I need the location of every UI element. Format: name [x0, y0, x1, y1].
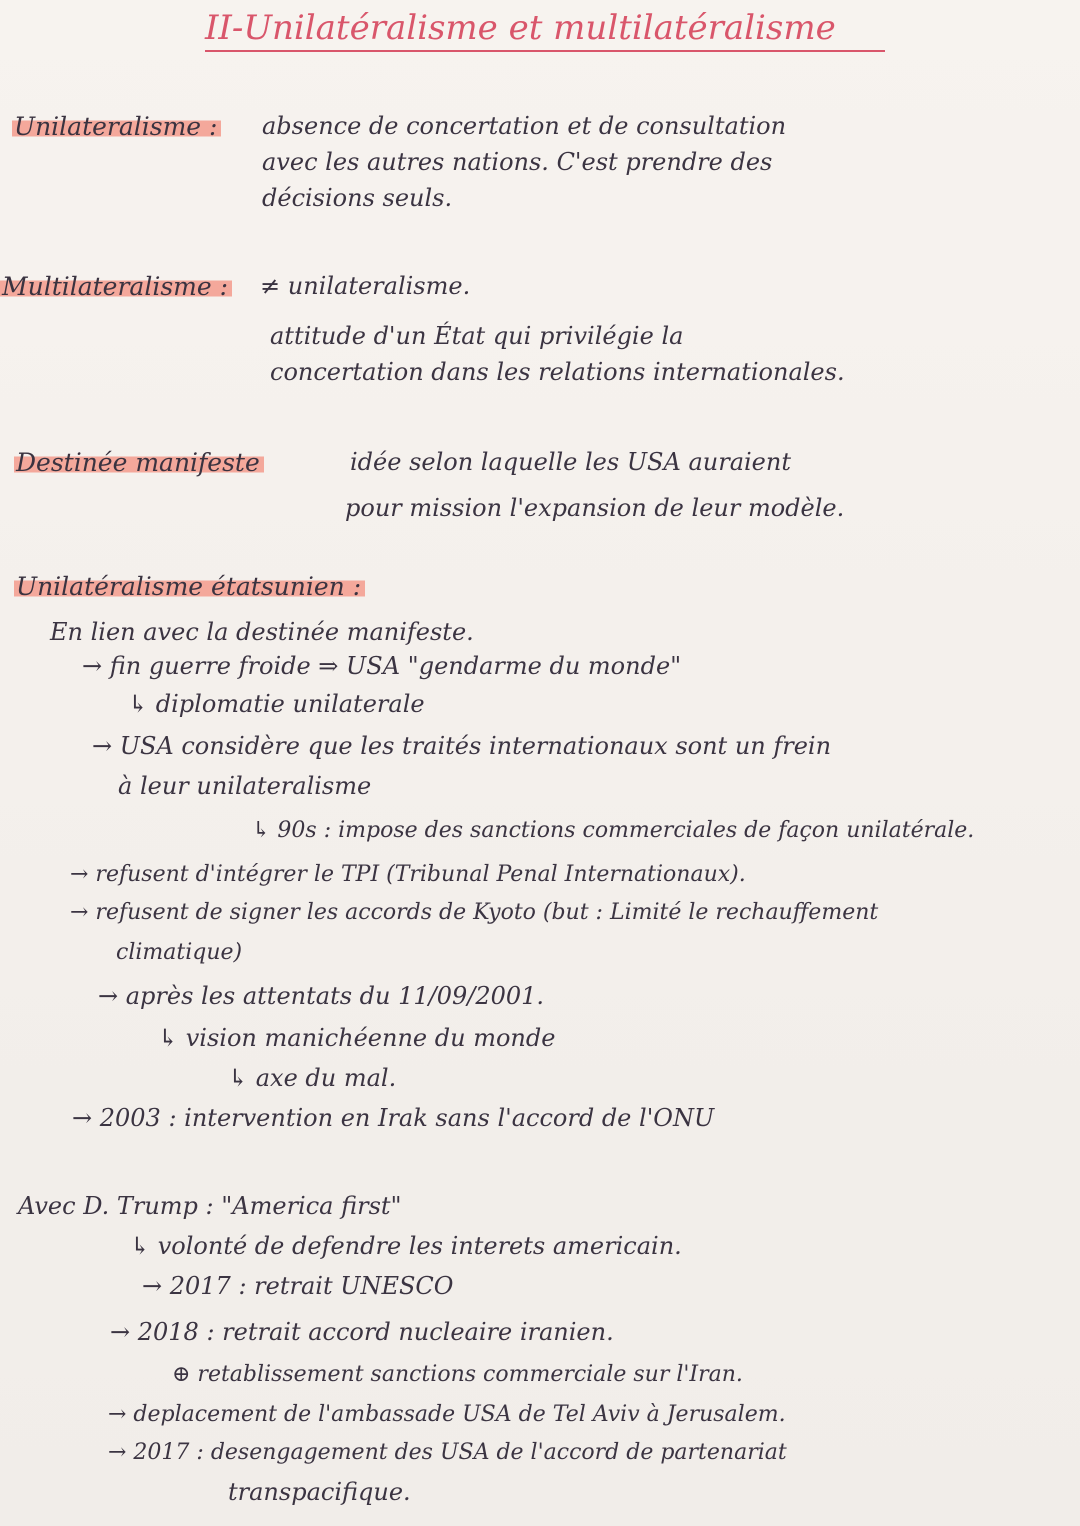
note-line: Avec D. Trump : "America first"	[18, 1192, 402, 1220]
note-line: climatique)	[116, 940, 243, 965]
definition-line: absence de concertation et de consultation	[262, 112, 787, 140]
note-line: → refusent d'intégrer le TPI (Tribunal Penal Internationaux).	[70, 862, 746, 887]
term-unilateralisme: Unilateralisme :	[12, 112, 221, 141]
title-underline	[205, 50, 885, 52]
note-line: à leur unilateralisme	[118, 772, 372, 800]
definition-line: ≠ unilateralisme.	[260, 272, 471, 300]
note-line: → 2017 : desengagement des USA de l'accord de partenariat	[108, 1440, 787, 1465]
note-line: → fin guerre froide ⇒ USA "gendarme du monde"	[82, 652, 682, 680]
note-line: → 2018 : retrait accord nucleaire iranien.	[110, 1318, 614, 1346]
definition-line: concertation dans les relations internationales.	[270, 358, 845, 386]
note-line: ↳ vision manichéenne du monde	[158, 1024, 556, 1052]
definition-line: pour mission l'expansion de leur modèle.	[345, 494, 845, 522]
note-line: En lien avec la destinée manifeste.	[50, 618, 474, 646]
note-line: transpacifique.	[228, 1478, 411, 1506]
note-line: → après les attentats du 11/09/2001.	[98, 982, 545, 1010]
term-multilateralisme: Multilateralisme :	[0, 272, 232, 301]
definition-line: décisions seuls.	[262, 184, 453, 212]
definition-line: avec les autres nations. C'est prendre des	[262, 148, 773, 176]
note-line: → 2003 : intervention en Irak sans l'accord de l'ONU	[72, 1104, 715, 1132]
note-line: ↳ volonté de defendre les interets americain.	[130, 1232, 682, 1260]
note-line: → USA considère que les traités internationaux sont un frein	[92, 732, 832, 760]
note-line: ↳ diplomatie unilaterale	[128, 690, 425, 718]
note-line: → refusent de signer les accords de Kyoto (but : Limité le rechauffement	[70, 900, 879, 925]
note-line: → deplacement de l'ambassade USA de Tel Aviv à Jerusalem.	[108, 1402, 786, 1427]
note-line: ↳ axe du mal.	[228, 1064, 397, 1092]
note-line: ⊕ retablissement sanctions commerciale sur l'Iran.	[172, 1362, 743, 1387]
note-line: → 2017 : retrait UNESCO	[142, 1272, 454, 1300]
definition-line: attitude d'un État qui privilégie la	[270, 322, 684, 350]
term-destinee-manifeste: Destinée manifeste	[14, 448, 264, 477]
definition-line: idée selon laquelle les USA auraient	[350, 448, 791, 476]
page-title: II-Unilatéralisme et multilatéralisme	[205, 8, 836, 48]
note-line: ↳ 90s : impose des sanctions commerciales de façon unilatérale.	[252, 818, 975, 843]
term-unilateralisme-etatsunien: Unilatéralisme étatsunien :	[14, 572, 365, 601]
